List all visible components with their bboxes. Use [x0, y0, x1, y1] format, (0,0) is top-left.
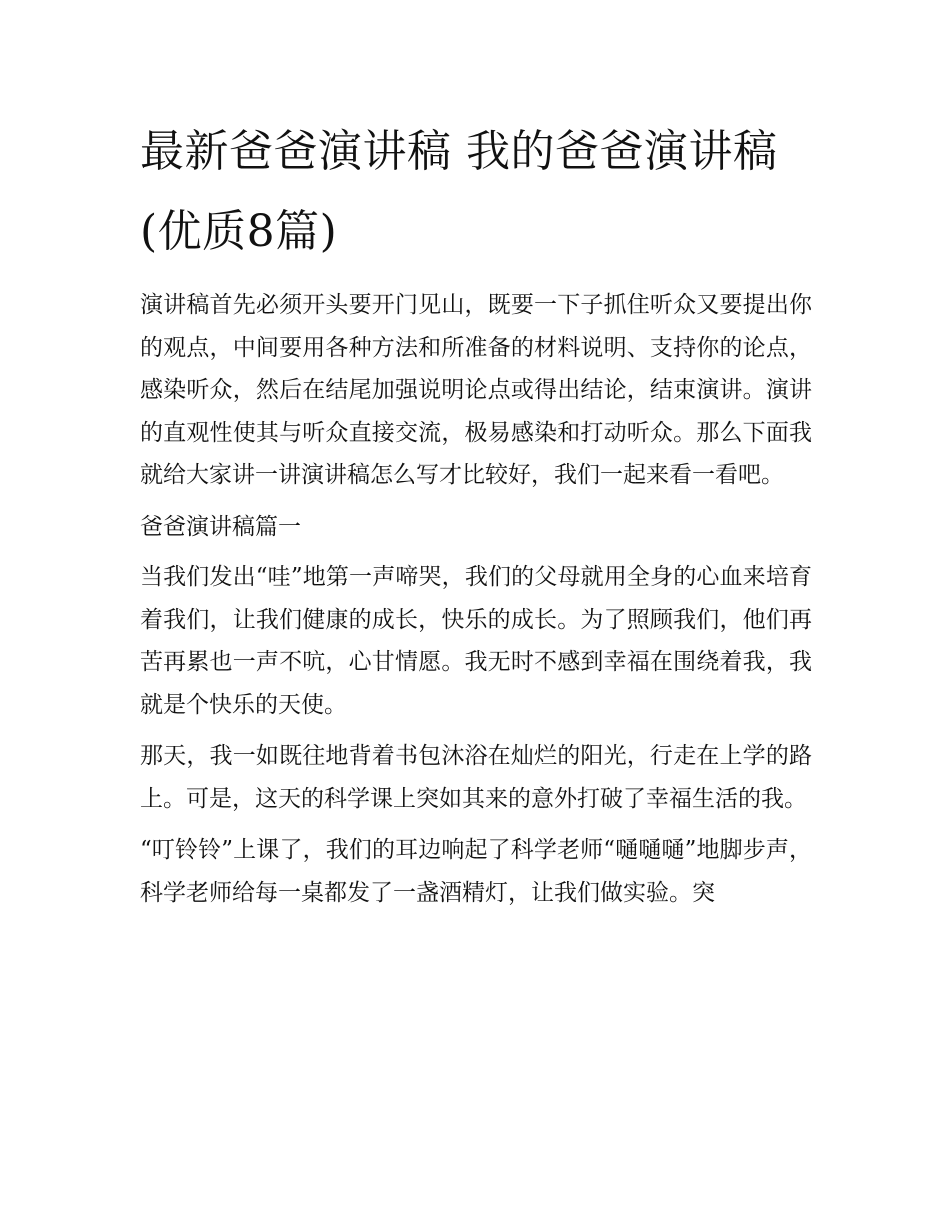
body-paragraph: 那天，我一如既往地背着书包沐浴在灿烂的阳光，行走在上学的路上。可是，这天的科学课上突如其来的意外打破了幸福生活的我。 [140, 743, 812, 812]
document-title: 最新爸爸演讲稿 我的爸爸演讲稿(优质8篇) [140, 126, 778, 257]
section-heading: 爸爸演讲稿篇一 [140, 513, 301, 540]
body-paragraph: “叮铃铃”上课了，我们的耳边响起了科学老师“嗵嗵嗵”地脚步声，科学老师给每一桌都发了一盏酒精灯，让我们做实验。突 [140, 837, 812, 906]
intro-paragraph: 演讲稿首先必须开头要开门见山，既要一下子抓住听众又要提出你的观点，中间要用各种方法和所准备的材料说明、支持你的论点，感染听众，然后在结尾加强说明论点或得出结论，结束演讲。演讲的直观性使其与听众直接交流，极易感染和打动听众。那么下面我就给大家讲一讲演讲稿怎么写才比较好，我们一起来看一看吧。 [140, 292, 812, 488]
body-paragraph: 当我们发出“哇”地第一声啼哭，我们的父母就用全身的心血来培育着我们，让我们健康的成长，快乐的成长。为了照顾我们，他们再苦再累也一声不吭，心甘情愿。我无时不感到幸福在围绕着我，我就是个快乐的天使。 [140, 564, 812, 718]
document-body [140, 112, 812, 923]
